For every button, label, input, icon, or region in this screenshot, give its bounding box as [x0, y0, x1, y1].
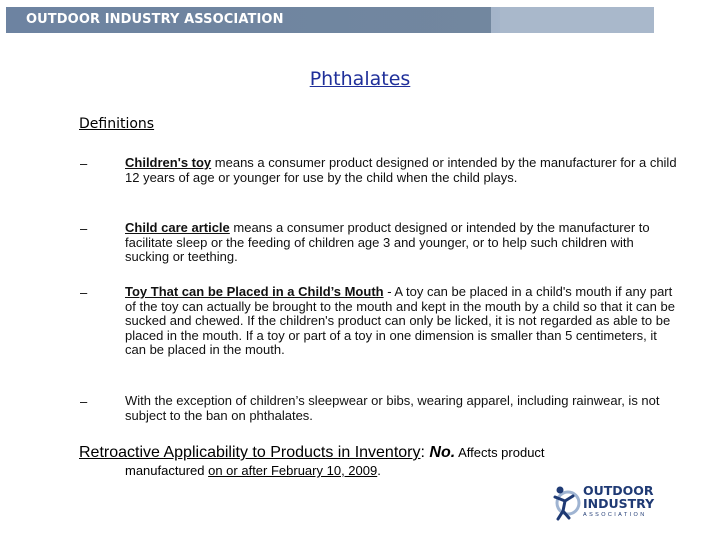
banner-organization-name: OUTDOOR INDUSTRY ASSOCIATION — [26, 12, 284, 27]
retroactive-date: on or after February 10, 2009 — [208, 463, 378, 478]
page-title — [0, 68, 720, 90]
definition-text: means a consumer product designed or intended by the manufacturer to facilitate sleep or the feeding of children age 3 and younger, or to help such children with sucking or teething. — [125, 220, 650, 264]
retroactive-line-2 — [125, 463, 381, 478]
dash-bullet: – — [80, 221, 88, 236]
retroactive-answer: No. — [429, 444, 456, 461]
definition-body — [125, 156, 680, 185]
retroactive-line2-suffix: . — [377, 463, 381, 478]
logo-wordmark — [583, 484, 654, 510]
hiker-figure-icon — [551, 484, 581, 524]
dash-bullet: – — [80, 156, 88, 171]
definition-text: With the exception of children’s sleepwear or bibs, wearing apparel, including rainwear, is not subject to the ban on phthalates. — [125, 393, 660, 423]
definition-term: Child care article — [125, 220, 230, 235]
retroactive-tail: Affects product — [455, 445, 545, 460]
dash-bullet: – — [80, 285, 88, 300]
definition-body — [125, 285, 680, 358]
header-banner — [6, 7, 654, 33]
definition-body — [125, 394, 680, 423]
definition-text: means a consumer product designed or intended by the manufacturer for a child 12 years of age or younger for use by the child when the child plays. — [125, 155, 677, 185]
definition-body — [125, 221, 680, 265]
definition-term: Toy That can be Placed in a Child’s Mouth — [125, 284, 384, 299]
definition-text: - A toy can be placed in a child's mouth if any part of the toy can actually be brought to the mouth and kept in the mouth by a child so that it can be sucked and chewed. If the children's product can only be licked, it is not regarded as able to be placed in the mouth. If a toy or part of a toy in one dimension is smaller than 5 centimeters, it can be placed in the mouth. — [125, 284, 675, 357]
retroactive-line — [79, 444, 545, 462]
retroactive-label: Retroactive Applicability to Products in Inventory — [79, 444, 421, 461]
page-title-text: Phthalates — [309, 68, 411, 90]
definitions-heading: Definitions — [79, 116, 155, 132]
dash-bullet: – — [80, 394, 88, 409]
logo-line-association: ASSOCIATION — [583, 512, 647, 518]
logo-line-outdoor: OUTDOOR — [583, 483, 654, 498]
retroactive-line2-prefix: manufactured — [125, 463, 209, 478]
banner-light-segment — [500, 7, 654, 33]
definition-term: Children's toy — [125, 155, 212, 170]
retroactive-colon: : — [420, 444, 430, 461]
oia-logo — [551, 484, 691, 526]
logo-line-industry: INDUSTRY — [583, 496, 655, 511]
